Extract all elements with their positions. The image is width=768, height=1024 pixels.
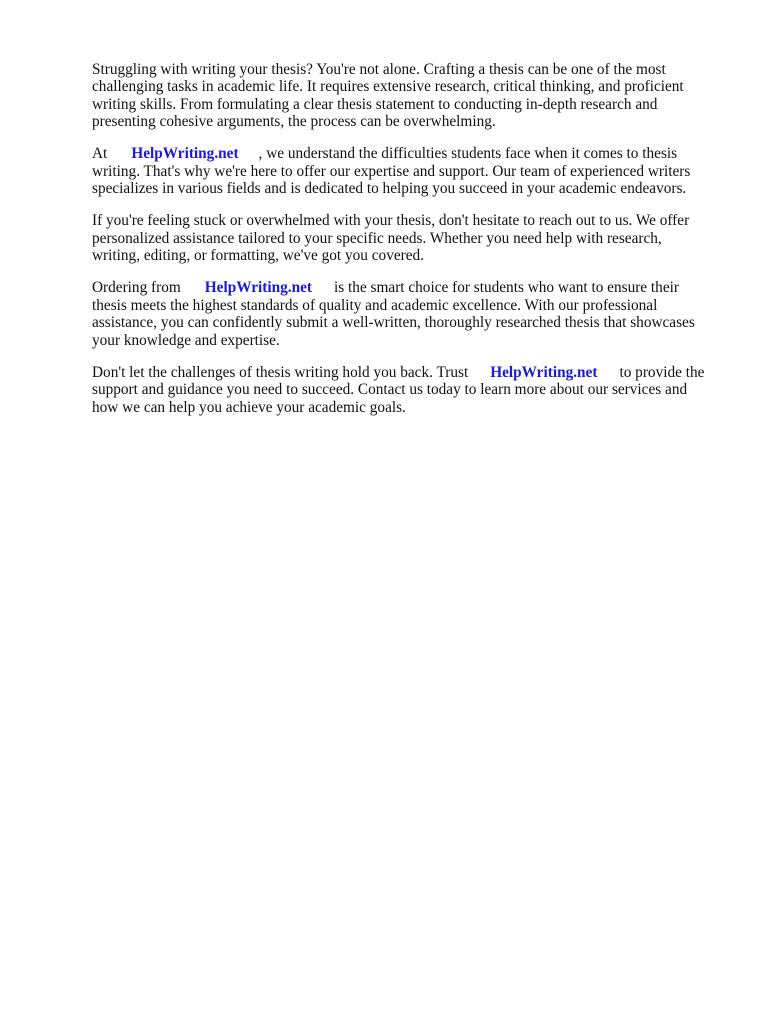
text-line: thesis meets the highest standards of quality and academic excellence. With our professional xyxy=(92,296,658,314)
paragraph-5 xyxy=(92,364,732,416)
text-segment: is the smart choice for students who want to ensure their xyxy=(334,279,679,297)
paragraph-4 xyxy=(92,279,732,349)
text-line-with-link xyxy=(92,364,732,381)
text-line: writing. That's why we're here to offer our expertise and support. Our team of experienced writers xyxy=(92,162,691,180)
paragraph-1 xyxy=(92,61,732,131)
text-line: specializes in various fields and is dedicated to helping you succeed in your academic endeavors. xyxy=(92,180,687,198)
text-line: challenging tasks in academic life. It requires extensive research, critical thinking, and proficient xyxy=(92,78,684,96)
text-line: personalized assistance tailored to your specific needs. Whether you need help with research, xyxy=(92,229,662,247)
text-line: presenting cohesive arguments, the process can be overwhelming. xyxy=(92,113,496,131)
text-line: support and guidance you need to succeed. Contact us today to learn more about our services and xyxy=(92,381,688,399)
text-line: writing skills. From formulating a clear thesis statement to conducting in-depth research and xyxy=(92,95,658,113)
text-line: how we can help you achieve your academic goals. xyxy=(92,398,406,416)
text-line: Struggling with writing your thesis? You're not alone. Crafting a thesis can be one of the most xyxy=(92,61,666,78)
text-segment: to provide the xyxy=(619,363,705,381)
text-line-with-link xyxy=(92,145,732,162)
text-segment: , we understand the difficulties students face when it comes to thesis xyxy=(258,145,678,163)
text-line: If you're feeling stuck or overwhelmed with your thesis, don't hesitate to reach out to us. We offer xyxy=(92,212,690,230)
helpwriting-link[interactable]: HelpWriting.net xyxy=(490,363,598,381)
paragraph-3 xyxy=(92,212,732,264)
helpwriting-link[interactable]: HelpWriting.net xyxy=(204,279,313,297)
text-segment: Ordering from xyxy=(92,279,181,297)
text-segment: At xyxy=(92,145,108,163)
text-line-with-link xyxy=(92,279,732,296)
helpwriting-link[interactable]: HelpWriting.net xyxy=(131,145,239,163)
document-body xyxy=(92,61,732,431)
paragraph-2 xyxy=(92,145,732,197)
text-line: assistance, you can confidently submit a well-written, thoroughly researched thesis that showcases xyxy=(92,314,695,332)
text-line: your knowledge and expertise. xyxy=(92,331,280,349)
text-line: writing, editing, or formatting, we've got you covered. xyxy=(92,247,424,265)
text-segment: Don't let the challenges of thesis writing hold you back. Trust xyxy=(92,363,469,381)
